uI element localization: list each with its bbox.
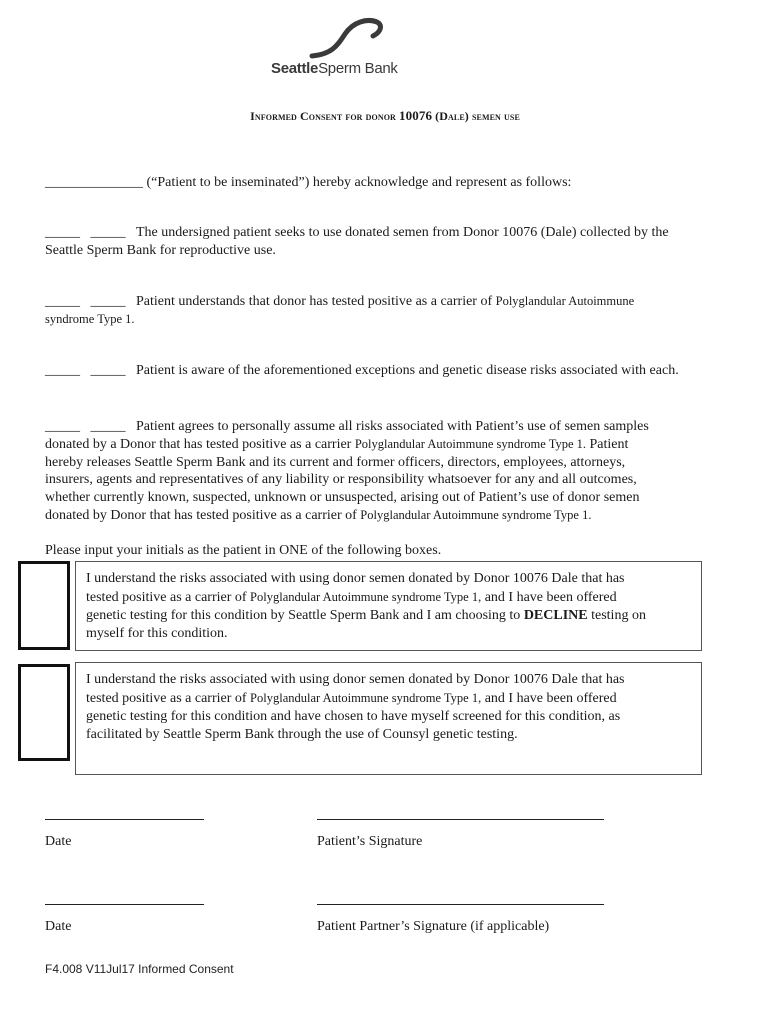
option-screen-box: I understand the risks associated with using donor semen donated by Donor 10076 Dale that has tested positive as a carrier of Polyglandular Autoimmune syndrome Type 1, and I have been offered genetic testing for this condition and have chosen to have myself screened for this condition, as facilitated by Seattle Sperm Bank through the use of Counsyl genetic testing. xyxy=(75,662,702,775)
option-decline-box: I understand the risks associated with using donor semen donated by Donor 10076 Dale that has tested positive as a carrier of Polyglandular Autoimmune syndrome Type 1, and I have been offered genetic testing for this condition by Seattle Sperm Bank and I am choosing to DECLINE testing on myself for this condition. xyxy=(75,561,702,651)
logo-swoosh-icon xyxy=(307,16,387,62)
patient-name-blank[interactable]: ______________ xyxy=(45,175,143,190)
date-label: Date xyxy=(45,834,72,849)
initials-box-decline[interactable] xyxy=(18,561,70,650)
initial-blank[interactable]: _____ xyxy=(90,419,126,434)
date-line-2[interactable] xyxy=(45,904,204,905)
initial-blank[interactable]: _____ xyxy=(90,225,126,240)
clause-2: _____ _____ Patient understands that donor has tested positive as a carrier of Polyglandular Autoimmune syndrome Type 1. xyxy=(45,294,635,326)
patient-signature-label: Patient’s Signature xyxy=(317,834,423,849)
document-title: Informed Consent for donor 10076 (Dale) semen use xyxy=(250,108,520,123)
form-footer: F4.008 V11Jul17 Informed Consent xyxy=(45,962,234,976)
date-label: Date xyxy=(45,919,72,934)
partner-signature-label: Patient Partner’s Signature (if applicable) xyxy=(317,919,550,934)
initial-blank[interactable]: _____ xyxy=(45,294,80,309)
initials-box-screen[interactable] xyxy=(18,664,70,761)
clause-4: _____ _____ Patient agrees to personally assume all risks associated with Patient’s use of semen samples donated by a Donor that has tested positive as a carrier Polyglandular Autoimmune syndrome Type 1. Patient hereby releases Seattle Sperm Bank and its current and former officers, directors, employees, attorneys, insurers, agents and representatives of any liability or responsibility whatsoever for any and all outcomes, whether currently known, suspected, unknown or unsuspected, arising out of Patient’s use of donor semen donated by Donor that has tested positive as a carrier of Polyglandular Autoimmune syndrome Type 1. xyxy=(45,419,649,523)
date-line-1[interactable] xyxy=(45,819,204,820)
patient-signature-line[interactable] xyxy=(317,819,604,820)
clause-3: _____ _____ Patient is aware of the aforementioned exceptions and genetic disease risks associated with each. xyxy=(45,363,679,378)
initial-blank[interactable]: _____ xyxy=(90,294,126,309)
initial-blank[interactable]: _____ xyxy=(45,419,80,434)
initials-instructions: Please input your initials as the patient in ONE of the following boxes. xyxy=(45,543,442,558)
initial-blank[interactable]: _____ xyxy=(45,225,80,240)
logo-wordmark: SeattleSperm Bank xyxy=(271,60,398,77)
intro-statement: ______________ (“Patient to be inseminated”) hereby acknowledge and represent as follows: xyxy=(45,175,572,190)
partner-signature-line[interactable] xyxy=(317,904,604,905)
initial-blank[interactable]: _____ xyxy=(90,363,126,378)
initial-blank[interactable]: _____ xyxy=(45,363,80,378)
clause-1: _____ _____ The undersigned patient seeks to use donated semen from Donor 10076 (Dale) collected by the Seattle Sperm Bank for reproductive use. xyxy=(45,225,669,258)
